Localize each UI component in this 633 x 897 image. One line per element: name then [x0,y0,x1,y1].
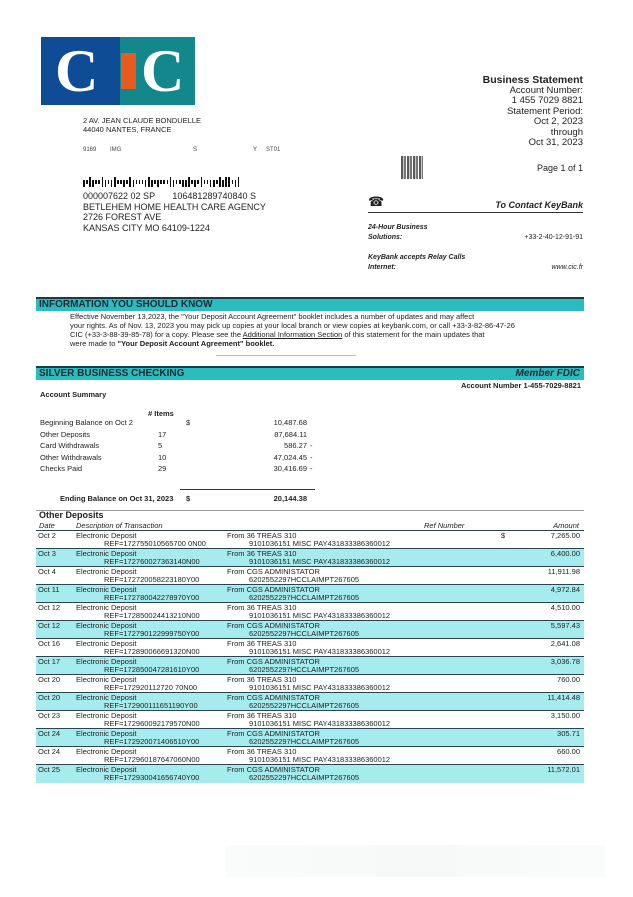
deposit-row [36,602,584,621]
deposit-amount: 6,400.00 [550,549,580,558]
contact-box [368,196,583,273]
barcode-bar [228,177,230,187]
summary-total-line [180,489,315,490]
barcode-bar [120,180,122,184]
barcode-bar [197,180,199,184]
deposit-currency: $ [501,531,506,540]
barcode-bar [157,180,159,187]
deposit-from: From 36 TREAS 310 [227,531,297,540]
deposit-from: From CGS ADMINISTATOR [227,621,320,630]
deposit-date: Oct 24 [38,729,61,738]
info-line3a: CIC (+33-3-88-39-85-78) for a copy. Please see the [70,330,243,339]
summary-amount: 30,416.69 [273,464,307,473]
deposit-row [36,638,584,657]
customer-street: 2726 FOREST AVE [83,212,162,222]
period-end: Oct 31, 2023 [528,137,583,148]
barcode-bar [182,180,184,187]
account-number-label: Account Number: [509,84,583,96]
code-1: 9169 [83,147,97,153]
summary-label: Checks Paid [40,464,83,473]
deposit-detail: 9101036151 MISC PAY431833386360012 [249,557,391,566]
deposit-description: Electronic Deposit [76,621,137,630]
summary-items: 5 [158,441,163,450]
deposit-row [36,728,584,747]
summary-items: 29 [158,464,167,473]
deposit-row [36,584,584,603]
summary-sign: - [310,464,313,473]
contact-label-relay: KeyBank accepts Relay Calls [368,254,466,261]
barcode-bar [123,180,125,187]
deposit-row [36,566,584,585]
logo-letter-c-left: C [55,38,99,104]
bank-address-line2: 44040 NANTES, FRANCE [83,125,172,134]
qr-code [401,156,423,179]
barcode-bar [129,177,131,187]
deposit-from: From 36 TREAS 310 [227,603,297,612]
barcode-bar [133,180,135,187]
deposit-description: Electronic Deposit [76,603,137,612]
deposit-description: Electronic Deposit [76,675,137,684]
barcode-bar [145,180,147,187]
deposit-date: Oct 3 [38,549,56,558]
deposit-from: From CGS ADMINISTATOR [227,765,320,774]
barcode-bar [160,180,162,184]
deposit-date: Oct 23 [38,711,61,720]
deposit-row [36,620,584,639]
additional-info-link[interactable]: Additional Information Section [242,330,343,339]
contact-website[interactable]: www.cic.fr [551,264,583,271]
col-date: Date [39,521,55,530]
deposit-date: Oct 4 [38,567,56,576]
checking-heading: SILVER BUSINESS CHECKING [39,368,185,379]
bank-address-line1: 2 AV. JEAN CLAUDE BONDUELLE [83,116,201,125]
deposit-amount: 11,414.48 [547,693,580,702]
deposit-from: From CGS ADMINISTATOR [227,585,320,594]
deposit-ref: REF=172890066691320N00 [104,647,200,656]
divider [216,355,356,356]
deposit-from: From CGS ADMINISTATOR [227,729,320,738]
deposit-row [36,692,584,711]
deposit-amount: 4,510.00 [550,603,580,612]
deposit-from: From 36 TREAS 310 [227,675,297,684]
barcode-bar [213,180,215,187]
col-ref-number: Ref Number [424,521,465,530]
postal-barcode [83,177,239,187]
deposit-ref: REF=172960092179570N00 [104,719,200,728]
deposit-from: From CGS ADMINISTATOR [227,693,320,702]
deposit-date: Oct 20 [38,675,61,684]
deposit-row [36,674,584,693]
contact-label-solutions: Solutions: [368,234,403,241]
deposit-detail: 6202552297HCCLAIMPT267605 [249,773,360,782]
statement-title: Business Statement [482,74,583,86]
deposit-detail: 9101036151 MISC PAY431833386360012 [249,683,391,692]
ending-balance-currency: $ [186,494,191,503]
deposit-description: Electronic Deposit [76,729,137,738]
barcode-bar [170,177,172,187]
deposit-ref: REF=172960187647060N00 [104,755,200,764]
deposit-description: Electronic Deposit [76,765,137,774]
deposits-top-line [36,510,584,511]
deposit-row [36,548,584,567]
contact-label-internet: Internet: [368,264,396,271]
logo-letter-c-right: C [141,38,185,104]
barcode-bar [148,177,150,187]
barcode-bar [216,180,218,184]
barcode-bar [108,180,110,184]
barcode-bar [222,180,224,187]
deposit-detail: 9101036151 MISC PAY431833386360012 [249,719,391,728]
deposit-row [36,656,584,675]
deposit-description: Electronic Deposit [76,693,137,702]
summary-amount: 47,024.45 [273,452,307,462]
deposit-ref: REF=172920112720 70N00 [104,683,198,692]
summary-amount: 87,684.11 [274,429,307,439]
ending-balance-label: Ending Balance on Oct 31, 2023 [60,494,174,503]
deposit-detail: 6202552297HCCLAIMPT267605 [249,575,360,584]
deposit-date: Oct 2 [38,531,56,540]
barcode-bar [142,180,144,184]
account-summary-title: Account Summary [40,390,107,399]
bank-address [83,116,201,134]
cic-logo [41,37,195,105]
barcode-bar [105,180,107,187]
deposit-ref: REF=172930041656740Y00 [104,773,200,782]
deposit-date: Oct 12 [38,621,61,630]
period-start: Oct 2, 2023 [533,116,583,127]
deposit-amount: 11,911.98 [547,567,580,576]
deposit-amount: 305.71 [557,729,580,738]
barcode-bar [117,180,119,184]
barcode-bar [167,180,169,184]
col-description: Description of Transaction [76,521,163,530]
deposit-ref: REF=172760027363140N00 [104,557,200,566]
deposit-description: Electronic Deposit [76,531,137,540]
barcode-bar [111,180,113,187]
barcode-bar [95,180,97,184]
deposit-ref: REF=172720058223180Y00 [104,575,200,584]
contact-title: To Contact KeyBank [495,200,583,210]
deposit-detail: 6202552297HCCLAIMPT267605 [249,629,360,638]
barcode-bar [188,177,190,187]
deposit-description: Electronic Deposit [76,639,137,648]
deposit-ref: REF=172790122999750Y00 [104,629,200,638]
page-number: Page 1 of 1 [536,163,583,173]
barcode-bar [238,177,240,187]
deposit-description: Electronic Deposit [76,585,137,594]
deposit-row [36,764,584,783]
summary-amount: 586.27 [284,441,307,450]
deposit-ref: REF=172900111651190Y00 [104,701,198,710]
deposit-amount: 760.00 [557,675,580,684]
info-line1: Effective November 13,2023, the "Your Deposit Account Agreement" booklet includes a number of updates and may affect [70,312,475,321]
barcode-bar [207,180,209,184]
barcode-bar [114,177,116,187]
period-through: through [550,126,583,138]
barcode-bar [232,180,234,184]
barcode-bar [201,177,203,187]
barcode-bar [163,180,165,184]
info-line4b: "Your Deposit Account Agreement" booklet. [117,339,275,348]
barcode-bar [204,180,206,184]
deposit-detail: 6202552297HCCLAIMPT267605 [249,701,360,710]
member-fdic: Member FDIC [515,368,580,379]
barcode-bar [92,180,94,187]
barcode-bar [86,180,88,184]
deposit-ref: REF=172920071406510Y00 [104,737,200,746]
deposit-amount: 5,597.43 [550,621,580,630]
summary-currency: $ [186,418,191,427]
barcode-bar [235,180,237,187]
summary-items: 17 [158,429,167,439]
barcode-bar [194,180,196,187]
info-line3b: of this statement for the main updates that [342,330,485,339]
deposit-from: From 36 TREAS 310 [227,747,297,756]
barcode-bar [89,177,91,187]
deposit-description: Electronic Deposit [76,549,137,558]
barcode-bar [179,180,181,184]
deposit-ref: REF=172780042278970Y00 [104,593,200,602]
statement-header [483,75,583,149]
deposit-date: Oct 12 [38,603,61,612]
deposit-date: Oct 16 [38,639,61,648]
barcode-bar [136,180,138,184]
summary-items: 10 [158,452,167,462]
deposit-detail: 6202552297HCCLAIMPT267605 [249,593,360,602]
deposit-amount: 7,265.00 [550,531,580,540]
barcode-bar [139,180,141,184]
deposit-amount: 660.00 [557,747,580,756]
deposit-ref: REF=172850024413210N00 [104,611,200,620]
deposit-amount: 3,036.78 [550,657,580,666]
deposit-date: Oct 24 [38,747,61,756]
info-line4a: were made to [70,339,118,348]
summary-label: Card Withdrawals [40,441,100,450]
summary-label: Other Withdrawals [40,452,102,462]
deposit-detail: 9101036151 MISC PAY431833386360012 [249,647,391,656]
barcode-bar [210,180,212,187]
customer-city: KANSAS CITY MO 64109-1224 [83,222,210,233]
logo-orange-bar [121,53,136,89]
barcode-bar [154,180,156,184]
barcode-bar [151,180,153,187]
deposit-ref: REF=172850047281610Y00 [104,665,200,674]
checking-section-bar [36,366,584,380]
code-5: ST01 [266,147,281,153]
deposit-detail: 6202552297HCCLAIMPT267605 [249,737,360,746]
barcode-bar [176,180,178,184]
deposit-row [36,530,584,549]
deposit-date: Oct 11 [38,585,60,594]
info-text [70,312,590,348]
customer-ids: 000007622 02 SP 106481289740840 S [83,191,256,201]
deposit-amount: 11,572.01 [547,765,580,774]
account-number: 1 455 7029 8821 [511,95,583,106]
summary-label: Beginning Balance on Oct 2 [40,418,133,427]
deposit-amount: 4,972.84 [550,585,580,594]
period-label: Statement Period: [506,105,583,117]
deposit-from: From CGS ADMINISTATOR [227,657,320,666]
deposit-row [36,746,584,765]
telephone-icon: ☎ [368,194,385,209]
deposit-row [36,710,584,729]
deposits-heading: Other Deposits [39,510,104,520]
info-section-bar [36,297,584,311]
deposit-description: Electronic Deposit [76,567,137,576]
col-amount: Amount [553,521,579,530]
items-header: # Items [148,409,174,418]
barcode-bar [185,180,187,187]
deposit-detail: 6202552297HCCLAIMPT267605 [249,665,360,674]
info-heading: INFORMATION YOU SHOULD KNOW [39,299,213,310]
deposit-date: Oct 25 [38,765,61,774]
barcode-bar [191,180,193,184]
deposit-date: Oct 20 [38,693,61,702]
summary-amount: 10,487.68 [273,418,307,427]
deposit-description: Electronic Deposit [76,711,137,720]
deposit-from: From CGS ADMINISTATOR [227,567,320,576]
summary-sign: - [310,441,313,450]
customer-name: BETLEHEM HOME HEALTH CARE AGENCY [83,201,266,212]
barcode-bar [126,180,128,184]
deposit-detail: 9101036151 MISC PAY431833386360012 [249,611,391,620]
summary-label: Other Deposits [40,429,91,439]
deposit-from: From 36 TREAS 310 [227,549,297,558]
code-3: S [193,147,198,153]
deposit-from: From 36 TREAS 310 [227,711,297,720]
ending-balance-amount: 20,144.38 [273,494,307,503]
faded-footer-area [225,845,605,877]
deposit-amount: 3,150.00 [550,711,580,720]
summary-sign: - [310,452,313,462]
deposit-from: From 36 TREAS 310 [227,639,297,648]
contact-label-business: 24-Hour Business [368,224,428,231]
barcode-bar [225,177,227,187]
deposit-detail: 9101036151 MISC PAY431833386360012 [249,755,391,764]
deposit-amount: 2,641.08 [550,639,580,648]
deposit-date: Oct 17 [38,657,61,666]
contact-phone: +33-2-40-12-91-91 [524,234,583,241]
barcode-bar [102,177,104,187]
deposit-detail: 9101036151 MISC PAY431833386360012 [249,539,391,548]
code-4: Y [253,147,258,153]
deposit-description: Electronic Deposit [76,747,137,756]
account-number-line: Account Number 1-455-7029-8821 [460,381,581,390]
info-line2: your rights. As of Nov. 13, 2023 you may pick up copies at your local branch or view copies at keybank.com, or call +33-3-82-86-47-26 [70,321,515,330]
barcode-bar [219,177,221,187]
barcode-bar [173,180,175,187]
deposit-ref: REF=172755010565700 0N00 [104,539,206,548]
customer-address [83,191,266,233]
barcode-bar [83,180,85,187]
barcode-bar [98,180,100,184]
deposit-description: Electronic Deposit [76,657,137,666]
code-2: IMG [110,147,122,153]
